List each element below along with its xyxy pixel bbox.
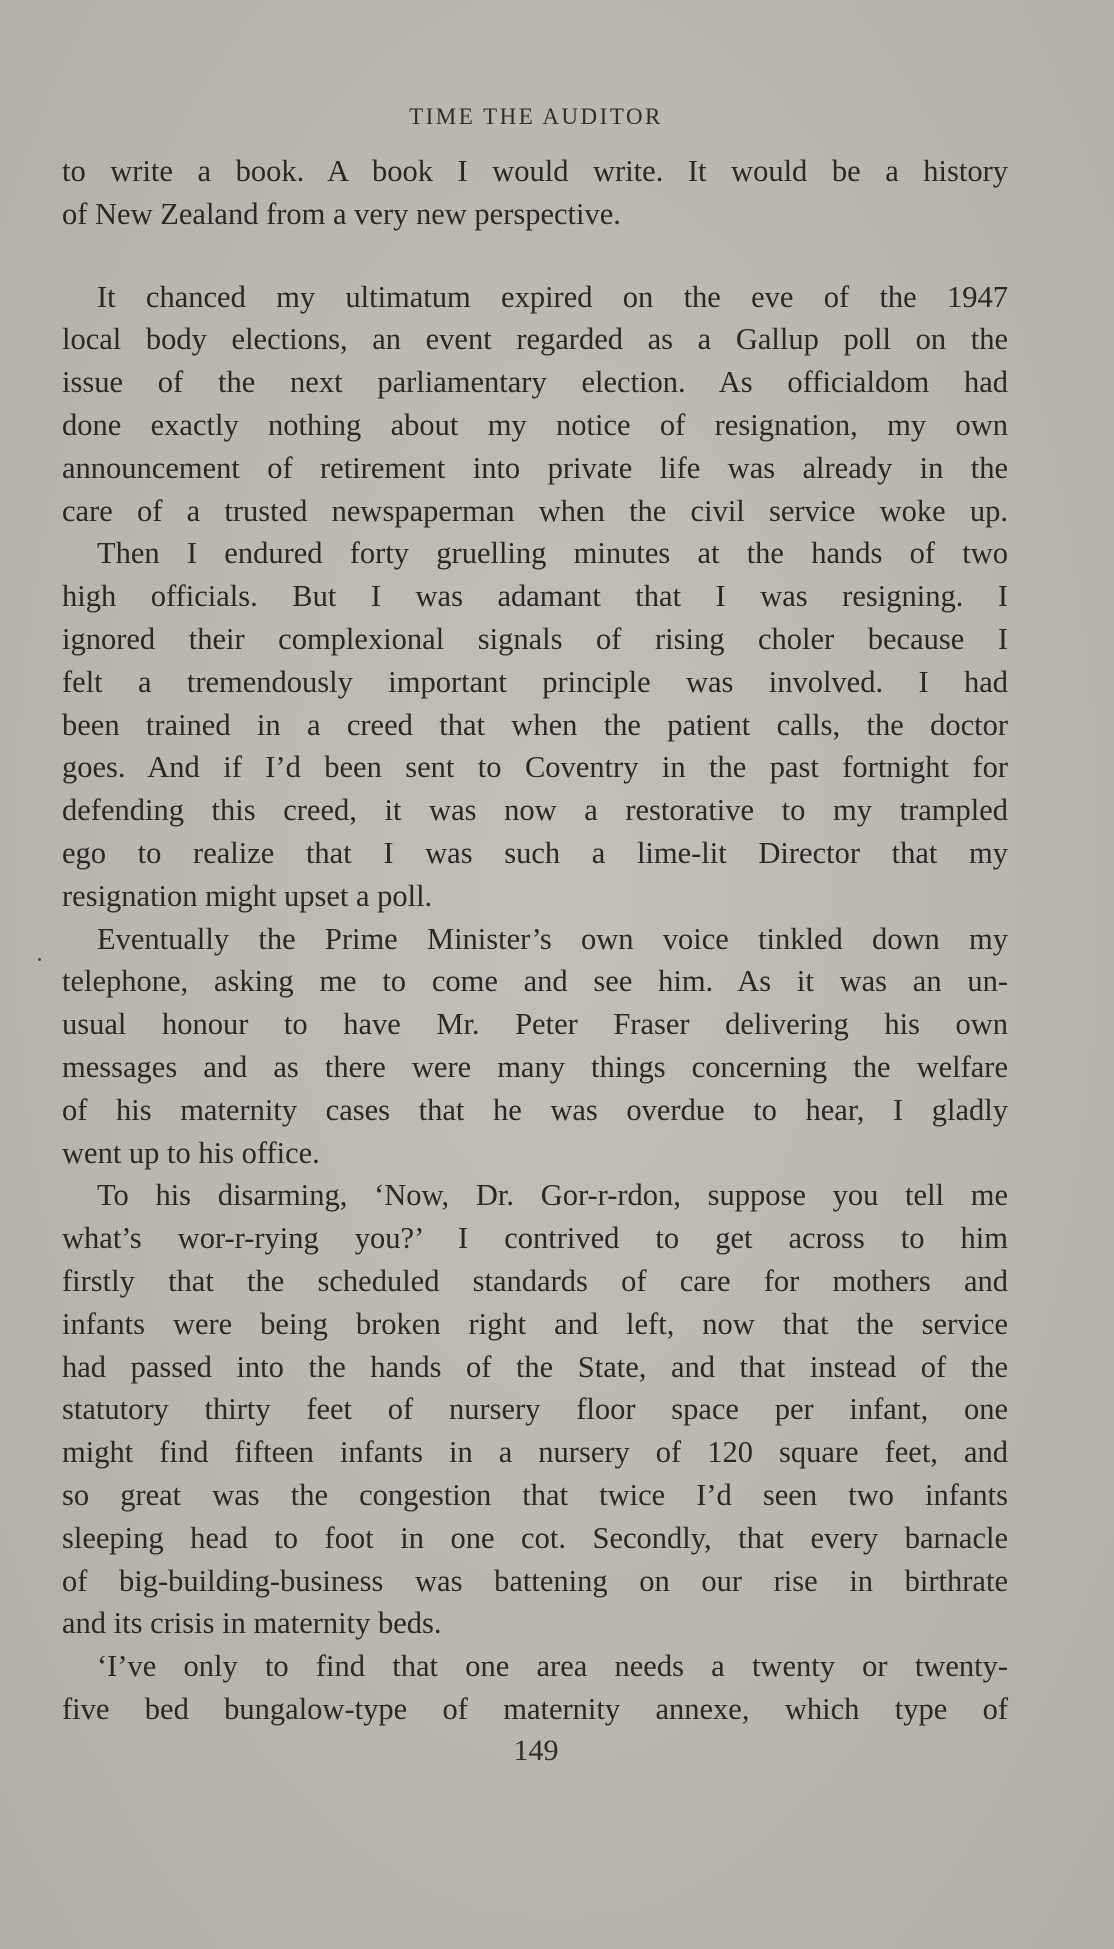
text-line: so great was the congestion that twice I’d seen two infants: [62, 1477, 1008, 1512]
text-line: five bed bungalow-type of maternity annexe, which type of: [62, 1691, 1008, 1726]
text-line: felt a tremendously important principle was involved. I had: [62, 664, 1008, 699]
text-line: It chanced my ultimatum expired on the eve of the 1947: [97, 279, 1008, 314]
body-text: [62, 150, 1008, 1731]
text-line: messages and as there were many things concerning the welfare: [62, 1049, 1008, 1084]
text-line: to write a book. A book I would write. It would be a history: [62, 154, 1008, 188]
text-line: ‘I’ve only to find that one area needs a twenty or twenty-: [97, 1649, 1008, 1684]
text-line: infants were being broken right and left, now that the service: [62, 1306, 1008, 1341]
text-line: high officials. But I was adamant that I was resigning. I: [62, 579, 1008, 614]
text-line: and its crisis in maternity beds.: [62, 1606, 442, 1641]
text-line: of New Zealand from a very new perspective.: [62, 196, 621, 231]
text-line: ego to realize that I was such a lime-lit Director that my: [62, 835, 1008, 870]
text-line: local body elections, an event regarded as a Gallup poll on the: [62, 322, 1008, 357]
text-line: ignored their complexional signals of rising choler because I: [62, 621, 1008, 656]
running-head: TIME THE AUDITOR: [409, 104, 663, 129]
text-line: Then I endured forty gruelling minutes at the hands of two: [97, 536, 1008, 571]
text-line: resignation might upset a poll.: [62, 878, 433, 913]
text-line: might find fifteen infants in a nursery of 120 square feet, and: [62, 1435, 1008, 1470]
text-line: goes. And if I’d been sent to Coventry in the past fortnight for: [62, 750, 1008, 785]
text-line: been trained in a creed that when the patient calls, the doctor: [62, 707, 1008, 742]
text-line: Eventually the Prime Minister’s own voice tinkled down my: [97, 921, 1008, 956]
text-line: To his disarming, ‘Now, Dr. Gor-r-rdon, suppose you tell me: [97, 1178, 1008, 1213]
text-line: went up to his office.: [62, 1135, 320, 1170]
section-break: [62, 236, 1008, 276]
text-line: done exactly nothing about my notice of resignation, my own: [62, 407, 1008, 442]
page-number: 149: [513, 1734, 559, 1767]
text-line: sleeping head to foot in one cot. Secondly, that every barnacle: [62, 1520, 1008, 1555]
text-line: statutory thirty feet of nursery floor space per infant, one: [62, 1392, 1008, 1427]
text-line: usual honour to have Mr. Peter Fraser delivering his own: [62, 1007, 1008, 1042]
paper-speck: [38, 958, 41, 961]
text-line: of his maternity cases that he was overdue to hear, I gladly: [62, 1092, 1008, 1127]
text-line: had passed into the hands of the State, and that instead of the: [62, 1349, 1008, 1384]
text-line: firstly that the scheduled standards of care for mothers and: [62, 1263, 1008, 1298]
text-line: announcement of retirement into private life was already in the: [62, 450, 1008, 485]
text-line: issue of the next parliamentary election. As officialdom had: [62, 365, 1008, 400]
text-line: telephone, asking me to come and see him. As it was an un-: [62, 964, 1008, 999]
text-line: of big-building-business was battening on our rise in birthrate: [62, 1563, 1008, 1598]
text-line: care of a trusted newspaperman when the civil service woke up.: [62, 493, 1008, 528]
text-line: defending this creed, it was now a restorative to my trampled: [62, 793, 1008, 828]
text-line: what’s wor-r-rying you?’ I contrived to get across to him: [62, 1221, 1008, 1256]
